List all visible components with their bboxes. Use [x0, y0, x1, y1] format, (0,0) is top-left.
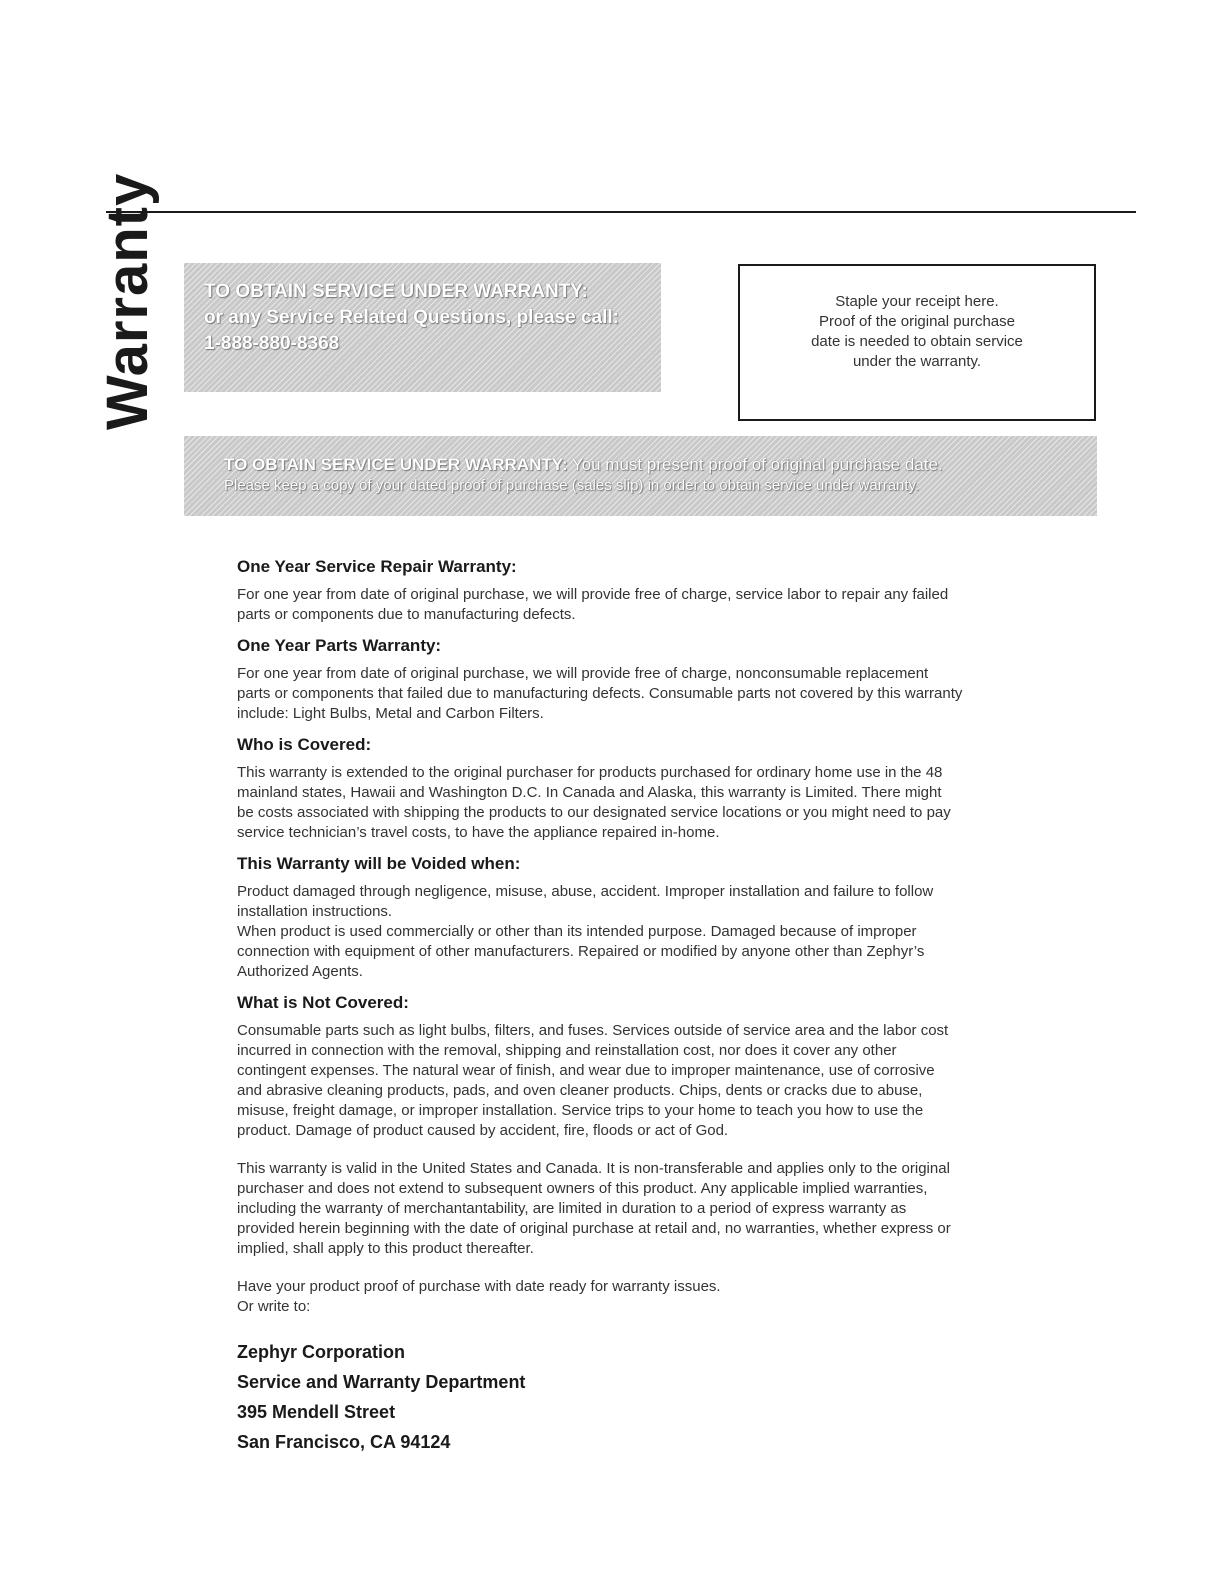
section-line: mainland states, Hawaii and Washington D.C. In Canada and Alaska, this warranty is Limited. There might [237, 784, 942, 801]
section-parts [237, 635, 1067, 724]
address-city: San Francisco, CA 94124 [237, 1432, 451, 1452]
validity-line: implied, shall apply to this product thereafter. [237, 1240, 534, 1257]
proof-of-purchase-notice [184, 436, 1097, 516]
notice-line-2: Please keep a copy of your dated proof of purchase (sales slip) in order to obtain service under warranty. [224, 477, 920, 494]
validity-line: This warranty is valid in the United States and Canada. It is non-transferable and applies only to the original [237, 1160, 950, 1177]
section-heading: One Year Parts Warranty: [237, 636, 442, 655]
notice-bold-label: TO OBTAIN SERVICE UNDER WARRANTY: [224, 455, 568, 474]
section-heading: One Year Service Repair Warranty: [237, 557, 517, 576]
service-box-heading: TO OBTAIN SERVICE UNDER WARRANTY: [204, 281, 588, 302]
address-company: Zephyr Corporation [237, 1342, 406, 1362]
section-line: parts or components due to manufacturing defects. [237, 606, 576, 623]
contact-paragraph [237, 1277, 1067, 1317]
service-phone-number: 1-888-880-8368 [204, 333, 340, 354]
address-street: 395 Mendell Street [237, 1402, 396, 1422]
section-line: product. Damage of product caused by accident, fire, floods or act of God. [237, 1122, 729, 1139]
section-heading: Who is Covered: [237, 735, 372, 754]
section-line: service technician’s travel costs, to have the appliance repaired in-home. [237, 824, 720, 841]
section-line: connection with equipment of other manufacturers. Repaired or modified by anyone other than Zephyr’s [237, 943, 925, 960]
validity-paragraph [237, 1159, 1067, 1259]
section-line: include: Light Bulbs, Metal and Carbon Filters. [237, 705, 544, 722]
section-line: contingent expenses. The natural wear of finish, and wear due to improper maintenance, use of corrosive [237, 1062, 935, 1079]
section-line: misuse, freight damage, or improper installation. Service trips to your home to teach you how to use the [237, 1102, 924, 1119]
contact-line: Have your product proof of purchase with date ready for warranty issues. [237, 1278, 721, 1295]
service-call-box [184, 263, 661, 392]
service-box-subheading: or any Service Related Questions, please call: [204, 307, 620, 328]
receipt-line: date is needed to obtain service [811, 333, 1023, 350]
receipt-staple-box [738, 264, 1096, 421]
section-voided [237, 853, 1067, 982]
notice-text: You must present proof of original purchase date. [567, 455, 943, 474]
section-line: incurred in connection with the removal, shipping and reinstallation cost, nor does it cover any other [237, 1042, 897, 1059]
warranty-content [237, 556, 1067, 1457]
section-heading: This Warranty will be Voided when: [237, 854, 521, 873]
section-line: This warranty is extended to the original purchaser for products purchased for ordinary home use in the 48 [237, 764, 943, 781]
receipt-line: under the warranty. [852, 353, 982, 370]
validity-line: purchaser and does not extend to subsequent owners of this product. Any applicable implied warranties, [237, 1180, 928, 1197]
section-service-repair [237, 556, 1067, 625]
notice-line-1 [224, 454, 1097, 476]
section-line: and abrasive cleaning products, pads, and oven cleaner products. Chips, dents or cracks due to abuse, [237, 1082, 923, 1099]
section-line: Consumable parts such as light bulbs, filters, and fuses. Services outside of service area and the labor cost [237, 1022, 949, 1039]
section-line: When product is used commercially or other than its intended purpose. Damaged because of improper [237, 923, 917, 940]
validity-line: including the warranty of merchantantability, are limited in duration to a period of express warranty as [237, 1200, 907, 1217]
contact-line: Or write to: [237, 1298, 311, 1315]
page-side-title: Warranty [95, 172, 160, 430]
section-line: installation instructions. [237, 903, 393, 920]
validity-line: provided herein beginning with the date of original purchase at retail and, no warranties, whether express or [237, 1220, 951, 1237]
section-line: Product damaged through negligence, misuse, abuse, accident. Improper installation and failure to follow [237, 883, 934, 900]
receipt-line: Staple your receipt here. [835, 293, 999, 310]
receipt-line: Proof of the original purchase [819, 313, 1015, 330]
top-divider [106, 211, 1136, 213]
section-heading: What is Not Covered: [237, 993, 409, 1012]
section-who-covered [237, 734, 1067, 843]
section-line: For one year from date of original purchase, we will provide free of charge, nonconsumable replacement [237, 665, 929, 682]
section-line: Authorized Agents. [237, 963, 363, 980]
section-line: be costs associated with shipping the products to our designated service locations or you might need to pay [237, 804, 951, 821]
section-line: parts or components that failed due to manufacturing defects. Consumable parts not covered by this warranty [237, 685, 963, 702]
section-not-covered [237, 992, 1067, 1141]
section-line: For one year from date of original purchase, we will provide free of charge, service labor to repair any failed [237, 586, 949, 603]
address-department: Service and Warranty Department [237, 1372, 526, 1392]
mailing-address [237, 1337, 1067, 1457]
